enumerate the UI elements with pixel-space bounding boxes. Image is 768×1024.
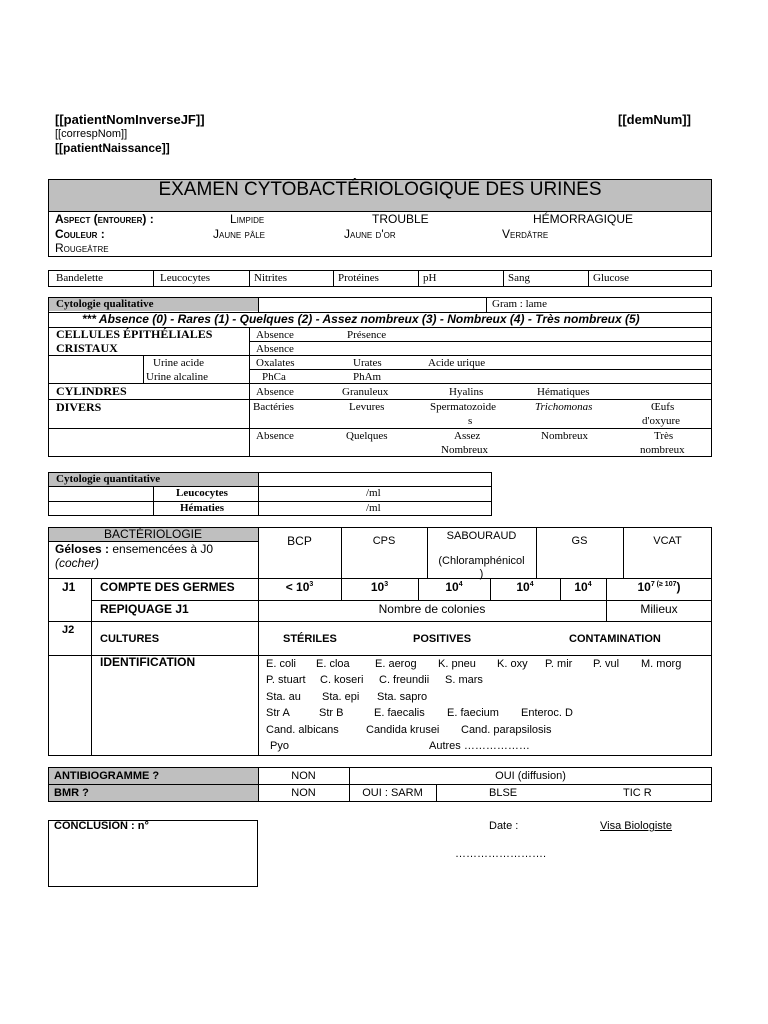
demande-number: [[demNum]] xyxy=(618,112,691,127)
cristaux-label: CRISTAUX xyxy=(56,341,118,355)
cytologie-quantitative-title: Cytologie quantitative xyxy=(56,473,161,485)
date-label: Date : xyxy=(489,820,519,832)
antibiogramme-oui[interactable]: OUI (diffusion) xyxy=(495,770,566,782)
cellules-option[interactable]: Présence xyxy=(347,329,387,341)
bmr-option[interactable]: BLSE xyxy=(489,787,518,799)
milieux-label: Milieux xyxy=(640,602,678,616)
bacteriologie-title: BACTÉRIOLOGIE xyxy=(103,527,203,541)
count-option[interactable]: < $10^3$ xyxy=(285,580,314,594)
aspect-label: Aspect (entourer) : xyxy=(55,212,154,226)
bmr-option[interactable]: OUI : SARM xyxy=(362,787,423,799)
couleur-option[interactable]: Jaune pâle xyxy=(213,227,266,241)
organism-option[interactable]: S. mars xyxy=(445,674,483,686)
bmr-non[interactable]: NON xyxy=(291,787,316,799)
urine-alcaline-option[interactable]: PhCa xyxy=(262,371,286,383)
organism-option[interactable]: P. mir xyxy=(545,658,573,670)
urine-alcaline-label: Urine alcaline xyxy=(146,371,208,383)
antibiogramme-label: ANTIBIOGRAMME ? xyxy=(54,770,160,782)
organism-option[interactable]: C. freundii xyxy=(379,674,430,686)
organism-option[interactable]: Pyo xyxy=(270,740,289,752)
abondance-option[interactable]: Absence xyxy=(256,430,294,442)
organism-option[interactable]: M. morg xyxy=(641,658,682,670)
organism-option[interactable]: E. faecalis xyxy=(374,707,425,719)
organism-option[interactable]: Str B xyxy=(319,707,344,719)
divers-label: DIVERS xyxy=(56,400,102,414)
j2-label: J2 xyxy=(62,624,75,636)
couleur-option[interactable]: Verdâtre xyxy=(502,227,549,241)
repiquage-label: REPIQUAGE J1 xyxy=(100,602,189,616)
abondance-option-wrap: nombreux xyxy=(640,444,685,456)
organism-option[interactable]: Str A xyxy=(266,707,290,719)
urine-acide-option[interactable]: Acide urique xyxy=(428,357,486,369)
divers-option[interactable]: Levures xyxy=(349,401,385,413)
organism-other-field[interactable]: Autres ……………… xyxy=(429,740,530,752)
organism-option[interactable]: Candida krusei xyxy=(366,724,440,736)
couleur-label: Couleur : xyxy=(55,227,105,241)
conclusion-label: CONCLUSION : n° xyxy=(54,820,149,832)
patient-name: [[patientNomInverseJF]] xyxy=(55,112,205,127)
correspondant-name: [[correspNom]] xyxy=(55,128,128,140)
organism-option[interactable]: E. aerog xyxy=(375,658,417,670)
bandelette-cell: Bandelette xyxy=(56,272,104,284)
divers-option[interactable]: Spermatozoide xyxy=(430,401,496,413)
organism-option[interactable]: P. stuart xyxy=(266,674,306,686)
organism-option[interactable]: Sta. epi xyxy=(322,691,360,703)
divers-option[interactable]: Œufs xyxy=(651,401,675,413)
organism-option[interactable]: K. pneu xyxy=(438,658,476,670)
aspect-option[interactable]: Limpide xyxy=(230,212,265,226)
divers-option-wrap: s xyxy=(468,415,473,427)
organism-option[interactable]: E. faecium xyxy=(447,707,499,719)
geloses-line: Géloses : ensemencées à J0 xyxy=(55,542,214,556)
cylindres-option[interactable]: Absence xyxy=(256,386,294,398)
bmr-label: BMR ? xyxy=(54,787,89,799)
bandelette-cell: Glucose xyxy=(593,272,630,284)
bandelette-cell: pH xyxy=(423,272,437,284)
organism-option[interactable]: P. vul xyxy=(593,658,620,670)
cultures-label: CULTURES xyxy=(100,633,160,645)
organism-option[interactable]: E. cloa xyxy=(316,658,350,670)
urine-alcaline-option[interactable]: PhAm xyxy=(353,371,382,383)
cristaux-option[interactable]: Absence xyxy=(256,343,294,355)
cytologie-qualitative-title: Cytologie qualitative xyxy=(56,298,154,310)
count-option[interactable]: $10^{7 (\ge 107}$) xyxy=(637,580,681,594)
aspect-option[interactable]: TROUBLE xyxy=(372,212,429,226)
cocher-hint: (cocher) xyxy=(55,556,100,570)
cylindres-option[interactable]: Hématiques xyxy=(537,386,590,398)
count-option[interactable]: $10^4$ xyxy=(445,580,463,594)
organism-option[interactable]: Sta. sapro xyxy=(377,691,428,703)
organism-option[interactable]: E. coli xyxy=(266,658,296,670)
media-sabouraud-sub: (Chloramphénicol xyxy=(438,555,525,567)
bandelette-cell: Leucocytes xyxy=(160,272,211,284)
organism-option[interactable]: K. oxy xyxy=(497,658,528,670)
cellules-label: CELLULES ÉPITHÉLIALES xyxy=(56,327,213,341)
aspect-option[interactable]: HÉMORRAGIQUE xyxy=(533,212,634,226)
abondance-option[interactable]: Quelques xyxy=(346,430,388,442)
identification-label: IDENTIFICATION xyxy=(100,655,196,669)
count-option[interactable]: $10^4$ xyxy=(574,580,592,594)
leucocytes-label: Leucocytes xyxy=(176,487,228,499)
j1-label: J1 xyxy=(62,580,76,594)
nombre-colonies-label: Nombre de colonies xyxy=(378,602,486,616)
visa-biologiste-label: Visa Biologiste xyxy=(600,820,672,832)
organism-option[interactable]: Sta. au xyxy=(266,691,301,703)
gram-label: Gram : lame xyxy=(492,298,547,310)
cultures-option[interactable]: STÉRILES xyxy=(283,633,337,645)
date-field[interactable]: ……………………. xyxy=(455,848,547,860)
media-sabouraud-sub: ) xyxy=(479,568,484,580)
urine-acide-option[interactable]: Urates xyxy=(353,357,382,369)
organism-option[interactable]: Enteroc. D xyxy=(521,707,573,719)
couleur-option[interactable]: Rougeâtre xyxy=(55,241,109,255)
organism-option[interactable]: C. koseri xyxy=(320,674,364,686)
bandelette-cell: Protéines xyxy=(338,272,379,284)
urine-acide-option[interactable]: Oxalates xyxy=(256,357,295,369)
urine-acide-label: Urine acide xyxy=(153,357,204,369)
cellules-option[interactable]: Absence xyxy=(256,329,294,341)
bmr-option[interactable]: TIC R xyxy=(623,787,652,799)
bandelette-cell: Nitrites xyxy=(254,272,287,284)
organism-option[interactable]: Cand. parapsilosis xyxy=(461,724,552,736)
hematies-unit: /ml xyxy=(366,502,381,514)
couleur-option[interactable]: Jaune d'or xyxy=(344,227,396,241)
media-sabouraud[interactable]: SABOURAUD xyxy=(446,530,517,542)
patient-birthdate: [[patientNaissance]] xyxy=(55,141,170,155)
page-title: EXAMEN CYTOBACTÉRIOLOGIQUE DES URINES xyxy=(158,179,602,200)
divers-option[interactable]: Bactéries xyxy=(253,401,294,413)
divers-option[interactable]: Trichomonas xyxy=(535,401,593,413)
cylindres-label: CYLINDRES xyxy=(56,384,127,398)
hematies-label: Hématies xyxy=(180,502,224,514)
media-gs[interactable]: GS xyxy=(571,535,588,547)
count-option[interactable]: $10^3$ xyxy=(370,580,389,594)
abondance-option[interactable]: Nombreux xyxy=(541,430,589,442)
abondance-option-wrap: Nombreux xyxy=(441,444,489,456)
leucocytes-unit: /ml xyxy=(366,487,381,499)
count-option[interactable]: $10^4$ xyxy=(516,580,534,594)
divers-option-wrap: d'oxyure xyxy=(642,415,681,427)
media-vcat[interactable]: VCAT xyxy=(653,535,682,547)
organism-option[interactable]: Cand. albicans xyxy=(266,724,339,736)
cultures-option[interactable]: POSITIVES xyxy=(413,633,472,645)
cultures-option[interactable]: CONTAMINATION xyxy=(569,633,661,645)
abundance-scale: *** Absence (0) - Rares (1) - Quelques (2) - Assez nombreux (3) - Nombreux (4) - Très nombreux (5) xyxy=(82,312,640,326)
compte-germes-label: COMPTE DES GERMES xyxy=(100,580,235,594)
abondance-option[interactable]: Assez xyxy=(454,430,481,442)
bandelette-cell: Sang xyxy=(508,272,530,284)
abondance-option[interactable]: Très xyxy=(654,430,674,442)
media-cps[interactable]: CPS xyxy=(372,535,396,547)
antibiogramme-non[interactable]: NON xyxy=(291,770,316,782)
cylindres-option[interactable]: Hyalins xyxy=(449,386,484,398)
media-bcp[interactable]: BCP xyxy=(287,534,312,548)
cylindres-option[interactable]: Granuleux xyxy=(342,386,389,398)
